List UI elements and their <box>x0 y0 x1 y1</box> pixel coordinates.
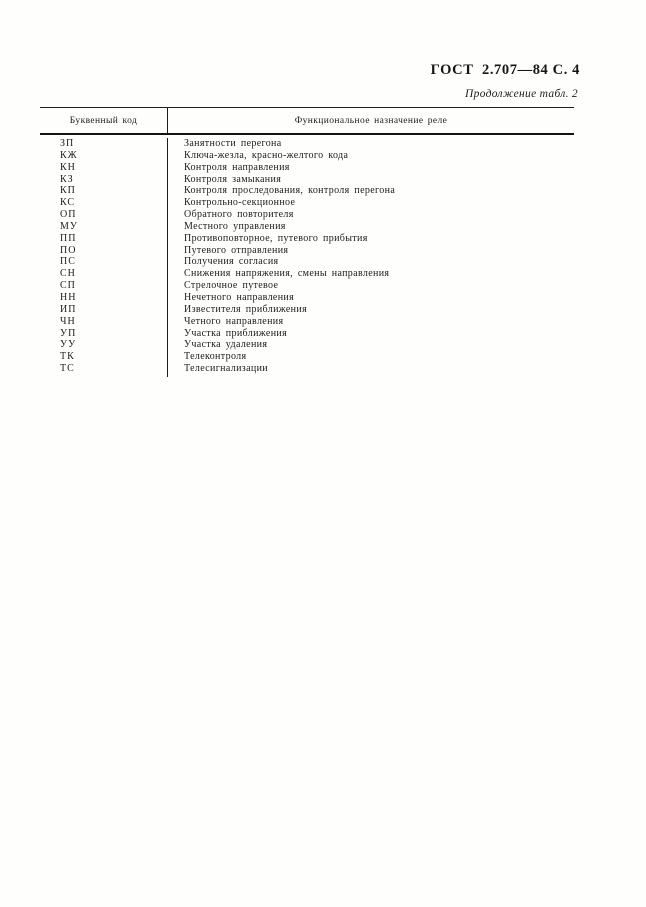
table-row <box>40 292 574 304</box>
relay-code: СП <box>60 280 76 292</box>
table-row <box>40 363 574 377</box>
relay-code: КЗ <box>60 173 74 185</box>
table-row <box>40 138 574 150</box>
relay-code: ТС <box>60 363 75 375</box>
relay-function: Местного управления <box>167 221 574 233</box>
table-row <box>40 197 574 209</box>
column-header-relay-function: Функциональное назначение реле <box>167 108 574 133</box>
table-row <box>40 316 574 328</box>
page-title: ГОСТ 2.707—84 С. 4 <box>430 62 580 78</box>
relay-function: Занятности перегона <box>167 138 574 150</box>
table-row <box>40 245 574 257</box>
relay-code: КЖ <box>60 149 78 161</box>
relay-function: Телеконтроля <box>167 351 574 363</box>
relay-code: КС <box>60 197 76 209</box>
table-row <box>40 351 574 363</box>
relay-code: ЗП <box>60 138 75 149</box>
relay-codes-table <box>40 107 574 377</box>
relay-code: ПС <box>60 256 76 268</box>
relay-code: УУ <box>60 339 77 351</box>
table-body <box>40 135 574 377</box>
relay-function: Четного направления <box>167 316 574 328</box>
relay-function: Ключа-жезла, красно-желтого кода <box>167 150 574 162</box>
relay-code: МУ <box>60 220 78 232</box>
relay-function: Снижения напряжения, смены направления <box>167 268 574 280</box>
relay-function: Путевого отправления <box>167 245 574 257</box>
relay-code: ТК <box>60 351 75 363</box>
relay-function: Контроля проследования, контроля перегона <box>167 185 574 197</box>
table-row <box>40 328 574 340</box>
relay-code: СН <box>60 268 76 280</box>
relay-code: УП <box>60 327 77 339</box>
relay-code: ОП <box>60 209 77 221</box>
relay-code: КП <box>60 185 76 197</box>
table-row <box>40 221 574 233</box>
relay-function: Контроля направления <box>167 162 574 174</box>
relay-function: Контрольно-секционное <box>167 197 574 209</box>
table-row <box>40 185 574 197</box>
relay-function: Участка удаления <box>167 339 574 351</box>
table-row <box>40 233 574 245</box>
table-row <box>40 209 574 221</box>
relay-code: ПО <box>60 244 77 256</box>
table-row <box>40 150 574 162</box>
column-header-letter-code: Буквенный код <box>69 115 138 126</box>
relay-code: ЧН <box>60 315 76 327</box>
table-header-row <box>40 108 574 135</box>
relay-function: Контроля замыкания <box>167 174 574 186</box>
table-caption: Продолжение табл. 2 <box>465 88 578 100</box>
relay-function: Обратного повторителя <box>167 209 574 221</box>
table-row <box>40 339 574 351</box>
relay-function: Участка приближения <box>167 328 574 340</box>
relay-code: ПП <box>60 232 77 244</box>
table-row <box>40 280 574 292</box>
relay-function: Стрелочное путевое <box>167 280 574 292</box>
table-row <box>40 256 574 268</box>
relay-code: КН <box>60 161 76 173</box>
relay-code: НН <box>60 291 77 303</box>
relay-function: Нечетного направления <box>167 292 574 304</box>
table-row <box>40 268 574 280</box>
relay-function: Получения согласия <box>167 256 574 268</box>
relay-function: Известителя приближения <box>167 304 574 316</box>
table-row <box>40 162 574 174</box>
relay-function: Противоповторное, путевого прибытия <box>167 233 574 245</box>
relay-function: Телесигнализации <box>167 363 574 377</box>
table-row <box>40 174 574 186</box>
table-row <box>40 304 574 316</box>
relay-code: ИП <box>60 303 77 315</box>
